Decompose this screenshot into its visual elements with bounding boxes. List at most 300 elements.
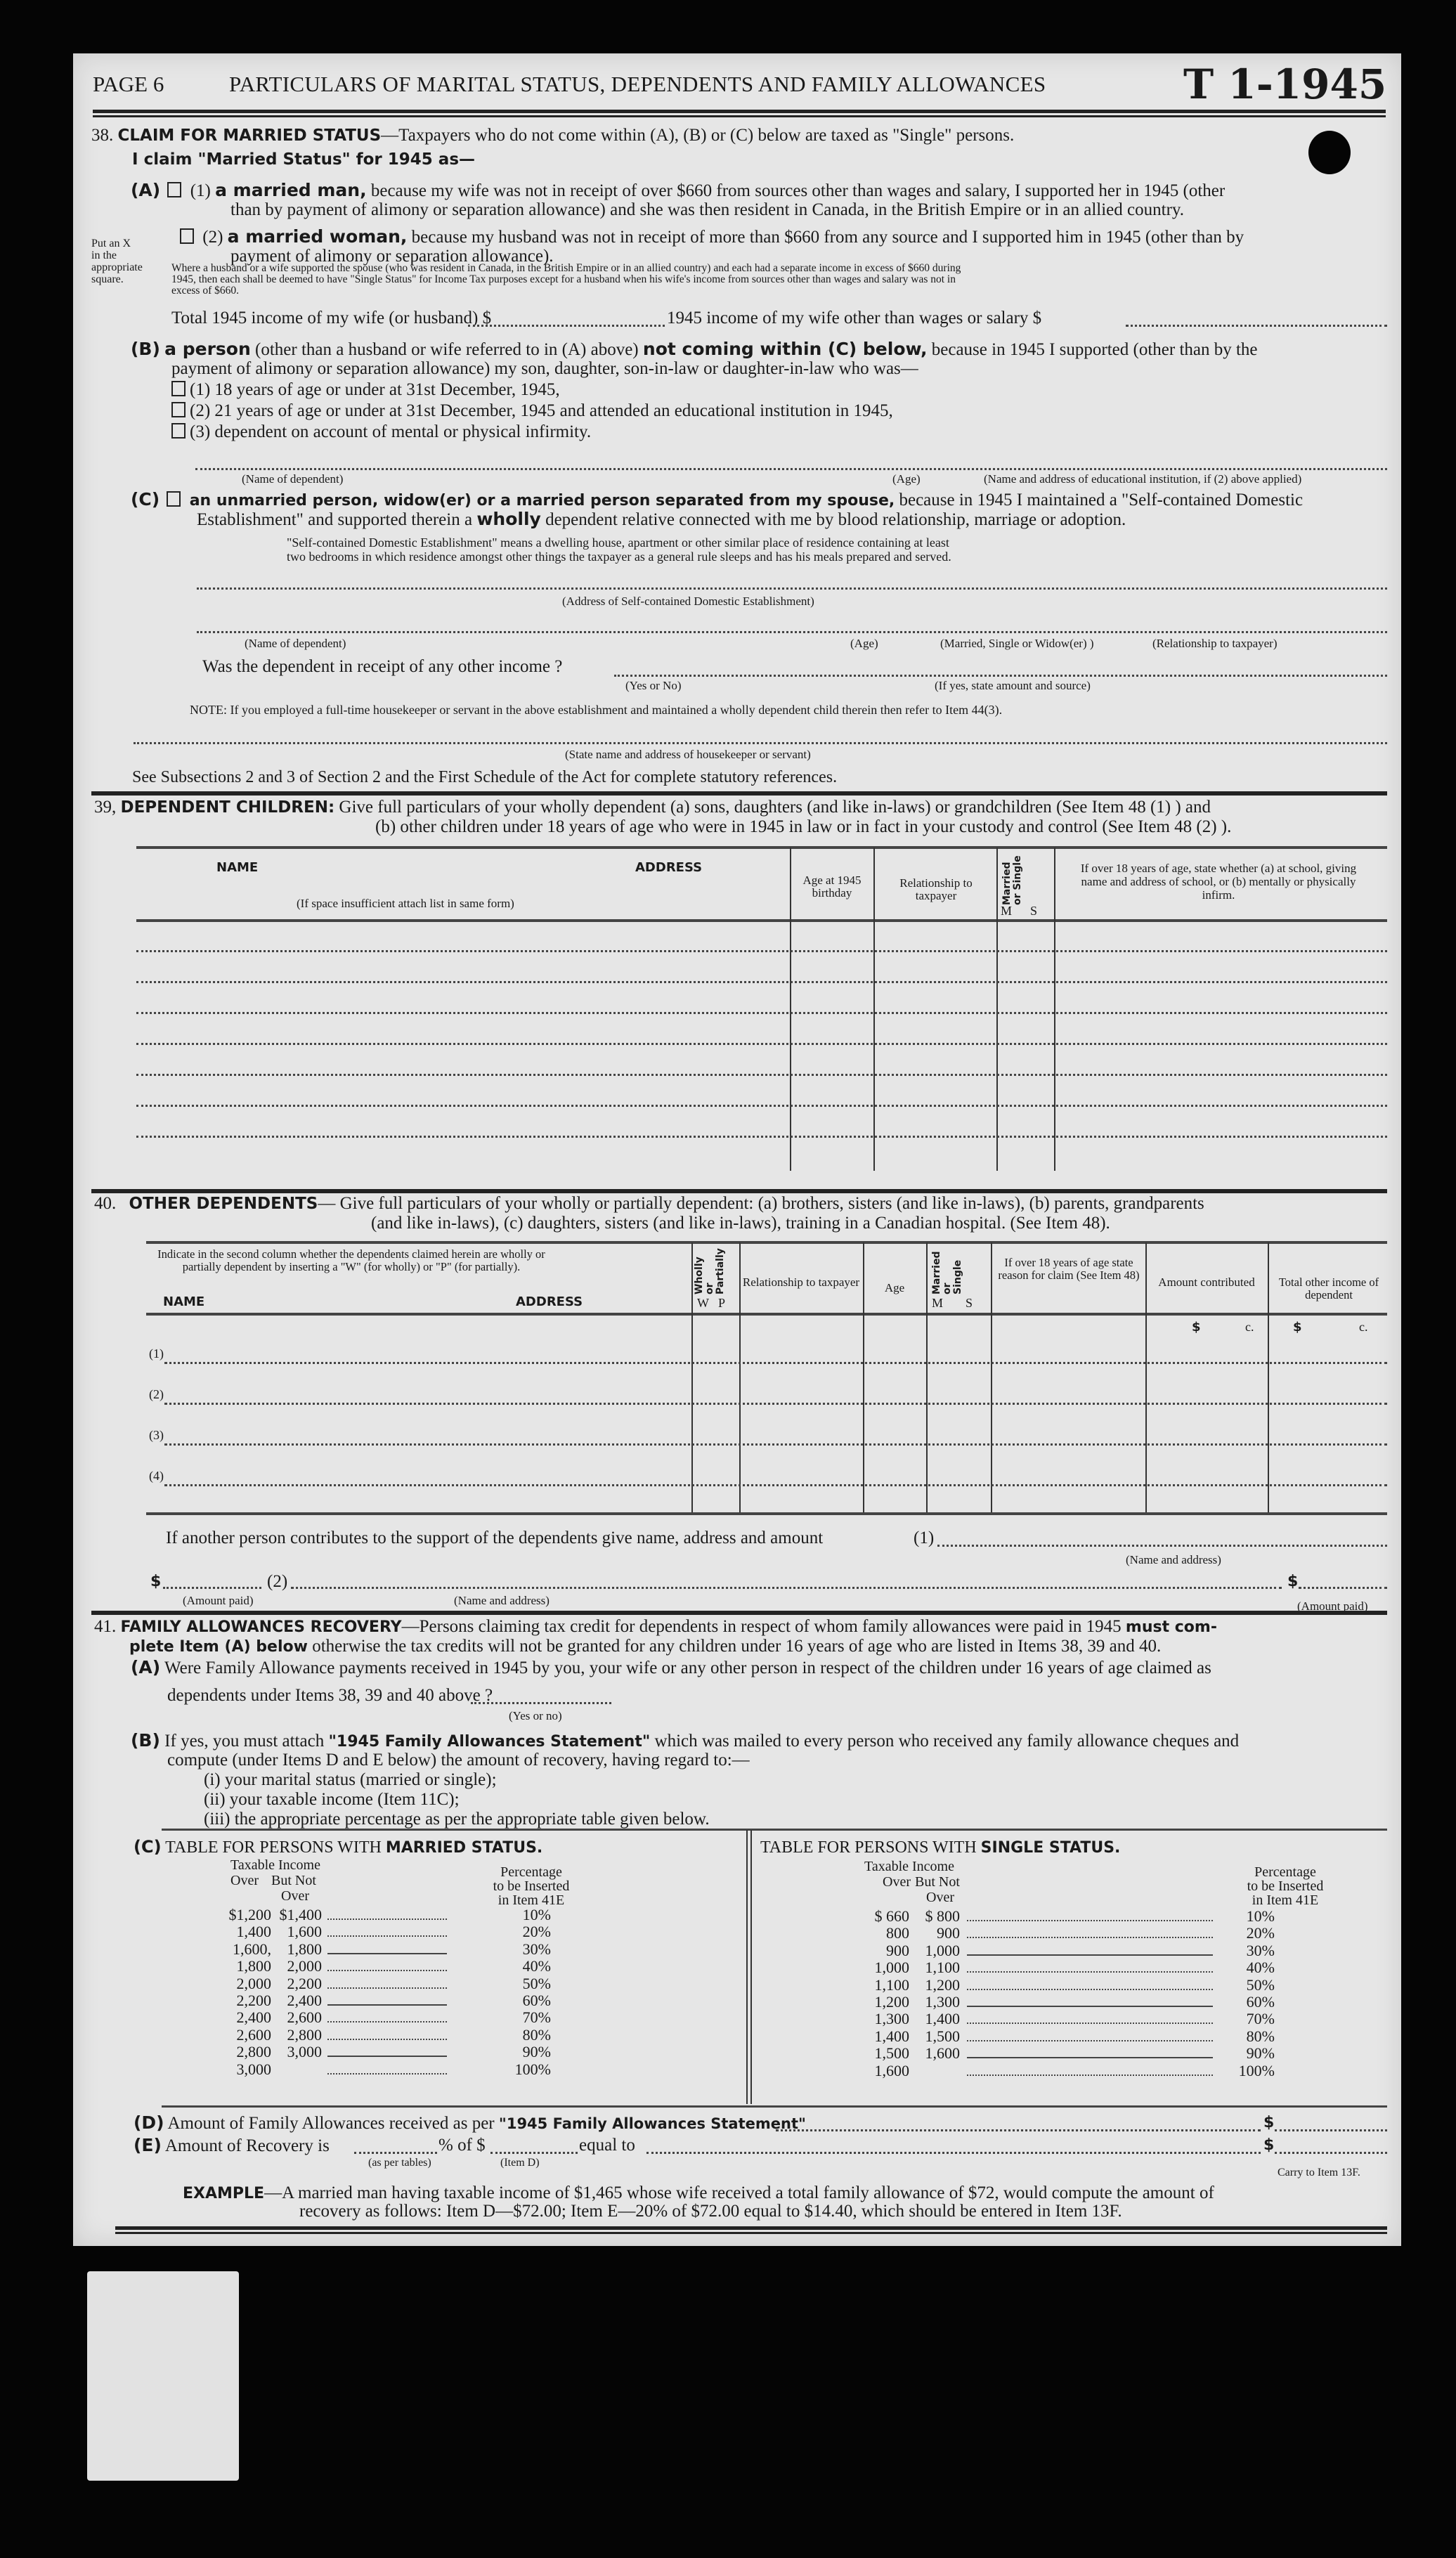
footer-double-rule: [115, 2226, 1387, 2234]
single_table-percentage: 70%: [1246, 2010, 1275, 2028]
b-option-1-label: (1) 18 years of age or under at 31st December, 1945,: [190, 380, 560, 399]
married_table-over: 2,600: [236, 2025, 271, 2044]
s38-a1-line1: [131, 180, 1225, 201]
married_table-percentage: 80%: [522, 2025, 551, 2044]
married_table-over: 3,000: [236, 2060, 271, 2078]
s38-claim: I claim "Married Status" for 1945 as—: [132, 150, 476, 169]
married_table-over: $1,200: [228, 1906, 271, 1923]
single-h-pct-line: Percentage: [1254, 1864, 1316, 1880]
total-income-label: Total 1945 income of my wife (or husband) $: [171, 309, 492, 327]
s38-c-line1: [131, 489, 1303, 511]
single_table-percentage: 20%: [1246, 1924, 1275, 1942]
married-table-title: [134, 1837, 542, 1857]
caption-as-per-tables: (as per tables): [368, 2157, 431, 2169]
caption-amount-paid-1: (Amount paid): [183, 1594, 254, 1607]
s39-col-s: S: [1030, 904, 1038, 918]
s40-row-label: (1): [149, 1346, 164, 1361]
s39-col-line: [1054, 848, 1055, 1171]
married_table-but-not-over: 2,400: [287, 1992, 322, 2009]
s38-heading-line: [91, 125, 1014, 146]
married_table-over: 1,800: [236, 1957, 271, 1975]
where-note: [171, 263, 961, 297]
married_table-over: 1,600,: [233, 1940, 271, 1958]
s41-number: 41.: [94, 1617, 117, 1636]
caption-sce-address: (Address of Self-contained Domestic Establishment): [562, 595, 814, 608]
s39-table-row[interactable]: [136, 1136, 1387, 1138]
s40-col-total-other: Total other income of dependent: [1278, 1275, 1379, 1301]
caption-name-address-2: (Name and address): [454, 1594, 550, 1607]
s41-b-label: (B): [131, 1730, 160, 1751]
s41-text2: otherwise the tax credits will not be granted for any children under 16 years of age who are listed in Items 38, 39 and 40.: [312, 1637, 1162, 1656]
s40-text1: — Give full particulars of your wholly or partially dependent: (a) brothers, sisters (and like in-laws), (b) parents, grandparents: [318, 1194, 1204, 1213]
recovery-base-field[interactable]: [490, 2152, 578, 2154]
caption-name-address-1: (Name and address): [1126, 1553, 1221, 1566]
married_table-but-not-over: $1,400: [279, 1906, 322, 1923]
married-woman-checkbox[interactable]: [180, 228, 194, 244]
c-dependent-field[interactable]: [197, 631, 1387, 633]
s39-col-age: Age at 1945 birthday: [802, 874, 862, 900]
single_table-but-not-over: 1,500: [925, 2027, 960, 2045]
e-leader: [646, 2152, 1261, 2154]
married-h-butnot: But Not: [271, 1873, 316, 1888]
side-note-line: square.: [91, 273, 124, 285]
s40-table-row[interactable]: [164, 1484, 1387, 1486]
family-allowance-amount-field[interactable]: [1275, 2129, 1387, 2131]
caption-amount-paid-2: (Amount paid): [1297, 1599, 1368, 1613]
s41-e-text2: % of $: [438, 2136, 486, 2155]
married_table-leader: [327, 1953, 447, 1954]
s38-b-bold2: not coming within (C) below,: [642, 339, 928, 359]
married_table-percentage: 100%: [514, 2060, 551, 2078]
s40-col-name: NAME: [163, 1294, 205, 1309]
s40-col-age: Age: [884, 1281, 905, 1294]
b-option-3-checkbox[interactable]: [171, 423, 186, 439]
single_table-leader: [967, 2040, 1213, 2041]
single_table-leader: [967, 1920, 1213, 1921]
single_table-percentage: 100%: [1238, 2061, 1275, 2079]
single_table-over: 1,500: [874, 2044, 909, 2063]
married_table-but-not-over: 1,800: [287, 1940, 322, 1958]
single-h-income: Taxable Income: [864, 1859, 954, 1874]
married_table-leader: [327, 2039, 447, 2040]
example-text1: —A married man having taxable income of $1,465 whose wife received a total family allowance of $72, would compute the amount of: [264, 2183, 1214, 2202]
s41-text2-bold: plete Item (A) below: [129, 1638, 308, 1656]
side-note-line: Put an X: [91, 238, 131, 249]
s38-b-line2: payment of alimony or separation allowance) my son, daughter, son-in-law or daughter-in-law who was—: [171, 359, 918, 378]
s41-text1-bold: must com-: [1125, 1618, 1217, 1636]
s41-a-line1: [131, 1657, 1211, 1678]
married-h-pct: [475, 1865, 587, 1907]
single_table-over: 1,400: [874, 2027, 909, 2045]
single_table-over: 800: [886, 1924, 909, 1942]
s38-c-text1: because in 1945 I maintained a "Self-contained Domestic: [899, 491, 1304, 509]
caption-school: (Name and address of educational institution, if (2) above applied): [984, 472, 1302, 486]
s40-table-row[interactable]: [164, 1443, 1387, 1446]
married_table-but-not-over: 2,000: [287, 1957, 322, 1975]
married_table-percentage: 10%: [522, 1906, 551, 1923]
s41-a-text: Were Family Allowance payments received in 1945 by you, your wife or any other person in respect of the children under 16 years of age claimed as: [164, 1658, 1211, 1677]
married_table-percentage: 40%: [522, 1957, 551, 1975]
example-text2: recovery as follows: Item D—$72.00; Item E—20% of $72.00 equal to $14.40, which should be entered in Item 13F.: [299, 2202, 1122, 2221]
s41-c-label: (C): [134, 1837, 162, 1857]
s38-heading: CLAIM FOR MARRIED STATUS: [117, 126, 382, 145]
single-h-pct: [1226, 1865, 1345, 1907]
s39-line1: [94, 797, 1211, 818]
s39-col-line: [873, 848, 875, 1171]
s40-col-married-single: Married or Single: [931, 1251, 963, 1294]
another-person-1-label: (1): [914, 1528, 935, 1547]
b-option-3: [171, 422, 591, 442]
s41-line2: [129, 1636, 1161, 1657]
s41-b-item: (i) your marital status (married or single);: [204, 1770, 497, 1789]
married-h-pct-line: Percentage: [500, 1864, 562, 1880]
married_table-but-not-over: 2,600: [287, 2008, 322, 2027]
married_table-but-not-over: 1,600: [287, 1923, 322, 1941]
s38-c-label: (C): [131, 489, 160, 509]
s38-c-line2: [197, 509, 1126, 530]
s41-heading: FAMILY ALLOWANCES RECOVERY: [120, 1618, 402, 1636]
side-note: [91, 238, 143, 285]
s40-col-relationship: Relationship to taxpayer: [742, 1275, 860, 1289]
s40-row-label: (2): [149, 1387, 164, 1401]
amount-paid-2-field[interactable]: [1299, 1587, 1387, 1589]
single_table-percentage: 10%: [1246, 1907, 1275, 1925]
single_table-leader: [967, 2075, 1213, 2076]
s38-b-text2: because in 1945 I supported (other than by the: [931, 340, 1258, 359]
s39-col-line: [996, 848, 998, 1171]
s40-heading: OTHER DEPENDENTS: [129, 1195, 318, 1213]
married_table-over: 2,800: [236, 2043, 271, 2061]
s40-col-over18: If over 18 years of age state reason for claim (See Item 48): [998, 1256, 1140, 1282]
married_table-leader: [327, 2021, 447, 2023]
s39-table-header-bottom: [136, 919, 1387, 922]
d-leader: [776, 2129, 1261, 2131]
s40-col-line: [1145, 1242, 1147, 1514]
s41-b-text1b: "1945 Family Allowances Statement": [328, 1733, 651, 1751]
statutory-references: See Subsections 2 and 3 of Section 2 and the First Schedule of the Act for complete statutory references.: [132, 768, 838, 786]
single_table-but-not-over: 1,100: [925, 1959, 960, 1977]
married_table-leader: [327, 2056, 447, 2057]
another-person-1-field[interactable]: [937, 1545, 1387, 1547]
form-id: T 1-1945: [1183, 60, 1387, 108]
s38-b-text1: (other than a husband or wife referred to in (A) above): [255, 340, 639, 359]
s41-b-text1c: which was mailed to every person who received any family allowance cheques and: [654, 1732, 1240, 1751]
housekeeper-note: NOTE: If you employed a full-time housekeeper or servant in the above establishment and maintained a wholly dependent child therein then refer to Item 44(3).: [190, 703, 1003, 717]
s40-col-line: [991, 1242, 992, 1514]
single-h-butnot: But Not: [915, 1874, 960, 1890]
single_table-leader: [967, 2057, 1213, 2058]
single_table-leader: [967, 2023, 1213, 2024]
single_table-but-not-over: 900: [937, 1924, 960, 1942]
s41-e-text3: equal to: [579, 2136, 635, 2155]
single_table-percentage: 80%: [1246, 2027, 1275, 2045]
s39-col-address: ADDRESS: [635, 860, 703, 875]
b-option-1: [171, 379, 560, 400]
s39-number: 39,: [94, 798, 117, 817]
recovery-amount-field[interactable]: [1275, 2152, 1387, 2154]
s38-c-line2c: dependent relative connected with me by blood relationship, marriage or adoption.: [545, 510, 1126, 529]
page-label: PAGE 6: [93, 72, 164, 96]
s40-table-row[interactable]: [164, 1362, 1387, 1364]
form-page: [73, 53, 1401, 2246]
another-person-2-field[interactable]: [291, 1587, 1282, 1589]
tables-divider: [750, 1830, 752, 2104]
example-label: EXAMPLE: [183, 2185, 265, 2202]
s39-table-row[interactable]: [136, 950, 1387, 952]
s38-a2-num: (2): [202, 228, 223, 247]
section-divider: [91, 1611, 1387, 1615]
single-table-title-bold: SINGLE STATUS.: [980, 1839, 1121, 1857]
s39-table-row[interactable]: [136, 1043, 1387, 1045]
caption-name-of-dependent-c: (Name of dependent): [245, 637, 346, 650]
s41-a-label: (A): [131, 1657, 161, 1677]
caption-name-of-dependent: (Name of dependent): [242, 472, 344, 486]
b-option-2: [171, 401, 893, 421]
married_table-leader: [327, 1918, 447, 1920]
tables-top-rule: [162, 1829, 1387, 1831]
married_table-leader: [327, 1970, 447, 1971]
married_table-leader: [327, 2073, 447, 2075]
s39-text1: Give full particulars of your wholly dependent (a) sons, daughters (and like in-laws) or grandchildren (See Item 48 (1) ) and: [339, 798, 1211, 817]
other-income-field[interactable]: [1126, 325, 1387, 327]
single_table-over: $ 660: [874, 1907, 909, 1925]
recovery-percent-field[interactable]: [354, 2152, 437, 2154]
side-note-line: appropriate: [91, 261, 143, 273]
single_table-leader: [967, 2006, 1213, 2007]
s41-b-line1: [131, 1730, 1239, 1752]
s38-a2-text: because my husband was not in receipt of more than $660 from any source and I supported him in 1945 (other than by: [411, 228, 1244, 247]
s39-col-m: M: [1001, 904, 1013, 918]
s41-a-text2: dependents under Items 38, 39 and 40 above ?: [167, 1686, 493, 1705]
where-note-line: excess of $660.: [171, 285, 239, 297]
s40-col-line: [691, 1242, 693, 1514]
single_table-leader: [967, 1989, 1213, 1990]
married-table-title-text: TABLE FOR PERSONS WITH: [165, 1838, 382, 1857]
header-double-rule: [93, 110, 1386, 117]
family-allowance-yes-no-field[interactable]: [471, 1702, 611, 1704]
carry-to-item: Carry to Item 13F.: [1278, 2167, 1360, 2179]
sce-address-field[interactable]: [197, 587, 1387, 590]
s39-table-row[interactable]: [136, 1012, 1387, 1014]
s40-col-p: P: [718, 1296, 726, 1310]
s41-d-text: Amount of Family Allowances received as per: [167, 2114, 495, 2133]
s39-text2: (b) other children under 18 years of age who were in 1945 in law or in fact in your custody and control (See Item 48 (2) ).: [375, 817, 1232, 836]
housekeeper-field[interactable]: [134, 742, 1387, 744]
s40-col-m: M: [932, 1296, 944, 1310]
s38-a1-bold: a married man,: [215, 180, 367, 200]
s41-e-line: [134, 2135, 330, 2156]
s41-e-text1: Amount of Recovery is: [164, 2136, 330, 2155]
s40-line1: [94, 1193, 1204, 1214]
s40-indicate-note: Indicate in the second column whether the dependents claimed herein are wholly or partially dependent by inserting a "W" (for wholly) or "P" (for partially).: [157, 1247, 545, 1273]
where-note-line: 1945, then each shall be deemed to have "Single Status" for Income Tax purposes except for a husband when his wife's income from sources other than wages and salary was not in: [171, 273, 956, 285]
s41-text1: —Persons claiming tax credit for dependents in respect of whom family allowances were paid in 1945: [401, 1617, 1122, 1636]
caption-status-c: (Married, Single or Widow(er) ): [940, 637, 1094, 650]
single-table-title-text: TABLE FOR PERSONS WITH: [760, 1838, 977, 1857]
another-person-2-label: (2): [267, 1572, 288, 1591]
single_table-leader: [967, 1937, 1213, 1938]
s38-a2-line1: [177, 226, 1244, 247]
s39-col-relationship: Relationship to taxpayer: [899, 876, 973, 902]
married-man-checkbox[interactable]: [167, 182, 181, 197]
married_table-percentage: 30%: [522, 1940, 551, 1958]
s38-a-label: (A): [131, 180, 161, 200]
amount-paid-2-dollar: $: [1287, 1573, 1299, 1590]
tables-bottom-rule: [162, 2105, 1387, 2108]
single_table-but-not-over: 1,600: [925, 2044, 960, 2063]
married_table-but-not-over: 3,000: [287, 2043, 322, 2061]
married_table-percentage: 50%: [522, 1974, 551, 1992]
s39-table-row[interactable]: [136, 1074, 1387, 1076]
s41-d-line: [134, 2112, 806, 2134]
s39-insufficient-note: (If space insufficient attach list in same form): [297, 897, 514, 910]
s38-b-line1: [131, 339, 1258, 360]
single_table-but-not-over: 1,300: [925, 1993, 960, 2011]
s38-a2-bold: a married woman,: [227, 226, 408, 247]
s38-a1-text: because my wife was not in receipt of over $660 from sources other than wages and salary, I supported her in 1945 (other: [370, 181, 1226, 200]
sce-def-line: "Self-contained Domestic Establishment" means a dwelling house, apartment or other similar place of residence containing at least: [287, 535, 949, 550]
married_table-percentage: 70%: [522, 2008, 551, 2027]
s40-col-wholly-partially: Wholly or Partially: [694, 1248, 726, 1294]
s38-a1-line2: than by payment of alimony or separation allowance) and she was then resident in Canada, in the British Empire or in an allied country.: [230, 200, 1185, 219]
single_table-percentage: 90%: [1246, 2044, 1275, 2063]
s38-b-label: (B): [131, 339, 160, 359]
s40-col-s: S: [966, 1296, 973, 1310]
married_table-over: 2,200: [236, 1992, 271, 2009]
s41-line1: [94, 1616, 1217, 1637]
caption-relationship-c: (Relationship to taxpayer): [1152, 637, 1278, 650]
s40-table-bottom: [146, 1512, 1387, 1515]
s39-table-row[interactable]: [136, 981, 1387, 983]
s39-table-top: [136, 846, 1387, 849]
page-title: PARTICULARS OF MARITAL STATUS, DEPENDENTS AND FAMILY ALLOWANCES: [229, 72, 1046, 96]
s41-b-text1a: If yes, you must attach: [164, 1732, 325, 1751]
section-divider: [91, 791, 1387, 796]
single-h-pct-line: in Item 41E: [1252, 1892, 1319, 1908]
married_table-over: 1,400: [236, 1923, 271, 1941]
married_table-but-not-over: 2,800: [287, 2025, 322, 2044]
amount-cents-sign: c.: [1245, 1320, 1254, 1334]
s38-c-line2a: Establishment" and supported therein a: [197, 510, 473, 529]
b-option-3-label: (3) dependent on account of mental or physical infirmity.: [190, 422, 592, 441]
married_table-over: 2,400: [236, 2008, 271, 2027]
s40-col-address: ADDRESS: [516, 1294, 583, 1309]
s38-a1-num: (1): [190, 181, 211, 200]
s38-c-bold: an unmarried person, widow(er) or a married person separated from my spouse,: [189, 492, 895, 509]
s39-col-married-single: Married or Single: [1001, 855, 1023, 905]
s38-intro: —Taxpayers who do not come within (A), (B) or (C) below are taxed as "Single" persons.: [381, 126, 1015, 145]
single_table-but-not-over: 1,000: [925, 1941, 960, 1959]
blank-label-card: [87, 2271, 239, 2481]
s40-table-row[interactable]: [164, 1403, 1387, 1405]
single_table-percentage: 60%: [1246, 1993, 1275, 2011]
married-h-over: Over: [230, 1873, 259, 1888]
s41-b-item: (iii) the appropriate percentage as per the appropriate table given below.: [204, 1810, 710, 1829]
ink-blot: [1308, 131, 1351, 174]
c-checkbox[interactable]: [167, 491, 181, 507]
s40-row-label: (3): [149, 1428, 164, 1442]
married-h-over2: Over: [281, 1888, 309, 1904]
b-option-2-label: (2) 21 years of age or under at 31st December, 1945 and attended an educational institution in 1945,: [190, 401, 893, 420]
s40-row-label: (4): [149, 1469, 164, 1483]
single_table-percentage: 30%: [1246, 1941, 1275, 1959]
caption-if-yes: (If yes, state amount and source): [935, 679, 1091, 692]
s41-e-label: (E): [134, 2135, 162, 2155]
married_table-but-not-over: 2,200: [287, 1974, 322, 1992]
single-h-over2: Over: [926, 1890, 954, 1905]
total-dollar-sign: $: [1293, 1320, 1302, 1335]
income-answer-field[interactable]: [614, 675, 1387, 677]
e-dollar: $: [1263, 2136, 1275, 2154]
married_table-leader: [327, 1935, 447, 1937]
single_table-but-not-over: 1,400: [925, 2010, 960, 2028]
s40-table-top: [146, 1241, 1387, 1244]
single_table-over: 1,200: [874, 1993, 909, 2011]
s41-d-label: (D): [134, 2112, 164, 2133]
s38-number: 38.: [91, 126, 114, 145]
married_table-leader: [327, 1987, 447, 1989]
s38-b-bold1: a person: [164, 339, 251, 359]
single_table-but-not-over: $ 800: [925, 1907, 960, 1925]
single_table-over: 1,300: [874, 2010, 909, 2028]
married_table-over: 2,000: [236, 1974, 271, 1992]
caption-age-c: (Age): [850, 637, 878, 650]
single_table-leader: [967, 1954, 1213, 1956]
single-h-over: Over: [883, 1874, 911, 1890]
d-dollar: $: [1263, 2114, 1275, 2131]
side-note-line: in the: [91, 249, 117, 261]
s38-a2-line2: payment of alimony or separation allowance).: [230, 247, 554, 266]
married-h-income: Taxable Income: [230, 1857, 320, 1873]
s40-col-amount: Amount contributed: [1158, 1275, 1255, 1289]
s40-text2: (and like in-laws), (c) daughters, sisters (and like in-laws), training in a Canadian hospital. (See Item 48).: [371, 1214, 1110, 1233]
caption-housekeeper: (State name and address of housekeeper or servant): [565, 748, 811, 761]
caption-age: (Age): [892, 472, 921, 486]
total-income-field[interactable]: [468, 325, 665, 327]
amount-paid-1-dollar: $: [150, 1573, 162, 1590]
s41-d-bold: "1945 Family Allowances Statement": [498, 2115, 806, 2132]
single_table-but-not-over: 1,200: [925, 1975, 960, 1994]
single-h-pct-line: to be Inserted: [1247, 1878, 1324, 1894]
where-note-line: Where a husband or a wife supported the spouse (who was resident in Canada, in the British Empire or in an allied country) and each had a separate income in excess of $660 during: [171, 262, 961, 274]
total-cents-sign: c.: [1359, 1320, 1368, 1334]
married_table-percentage: 90%: [522, 2043, 551, 2061]
caption-yes-no: (Yes or No): [625, 679, 682, 692]
single_table-over: 1,100: [874, 1975, 909, 1994]
s39-col-name: NAME: [216, 860, 259, 875]
b-option-2-checkbox[interactable]: [171, 402, 186, 417]
married_table-percentage: 20%: [522, 1923, 551, 1941]
b-option-1-checkbox[interactable]: [171, 381, 186, 396]
single_table-over: 900: [886, 1941, 909, 1959]
married-h-pct-line: in Item 41E: [498, 1892, 565, 1908]
married_table-leader: [327, 2004, 447, 2006]
s39-heading: DEPENDENT CHILDREN:: [120, 798, 335, 817]
married-table-title-bold: MARRIED STATUS.: [385, 1839, 543, 1857]
amount-paid-1-field[interactable]: [163, 1587, 261, 1589]
another-person-label: If another person contributes to the support of the dependents give name, address and amount: [166, 1528, 824, 1547]
single_table-leader: [967, 1971, 1213, 1973]
tables-divider: [746, 1830, 748, 2104]
s40-table-header-bottom: [146, 1313, 1387, 1316]
income-question: Was the dependent in receipt of any other income ?: [202, 657, 563, 676]
single_table-over: 1,600: [874, 2061, 909, 2079]
amount-dollar-sign: $: [1192, 1320, 1201, 1335]
s39-table-row[interactable]: [136, 1105, 1387, 1107]
caption-item-d: (Item D): [500, 2157, 540, 2169]
b-dependent-field[interactable]: [195, 468, 1387, 470]
married-h-pct-line: to be Inserted: [493, 1878, 570, 1894]
